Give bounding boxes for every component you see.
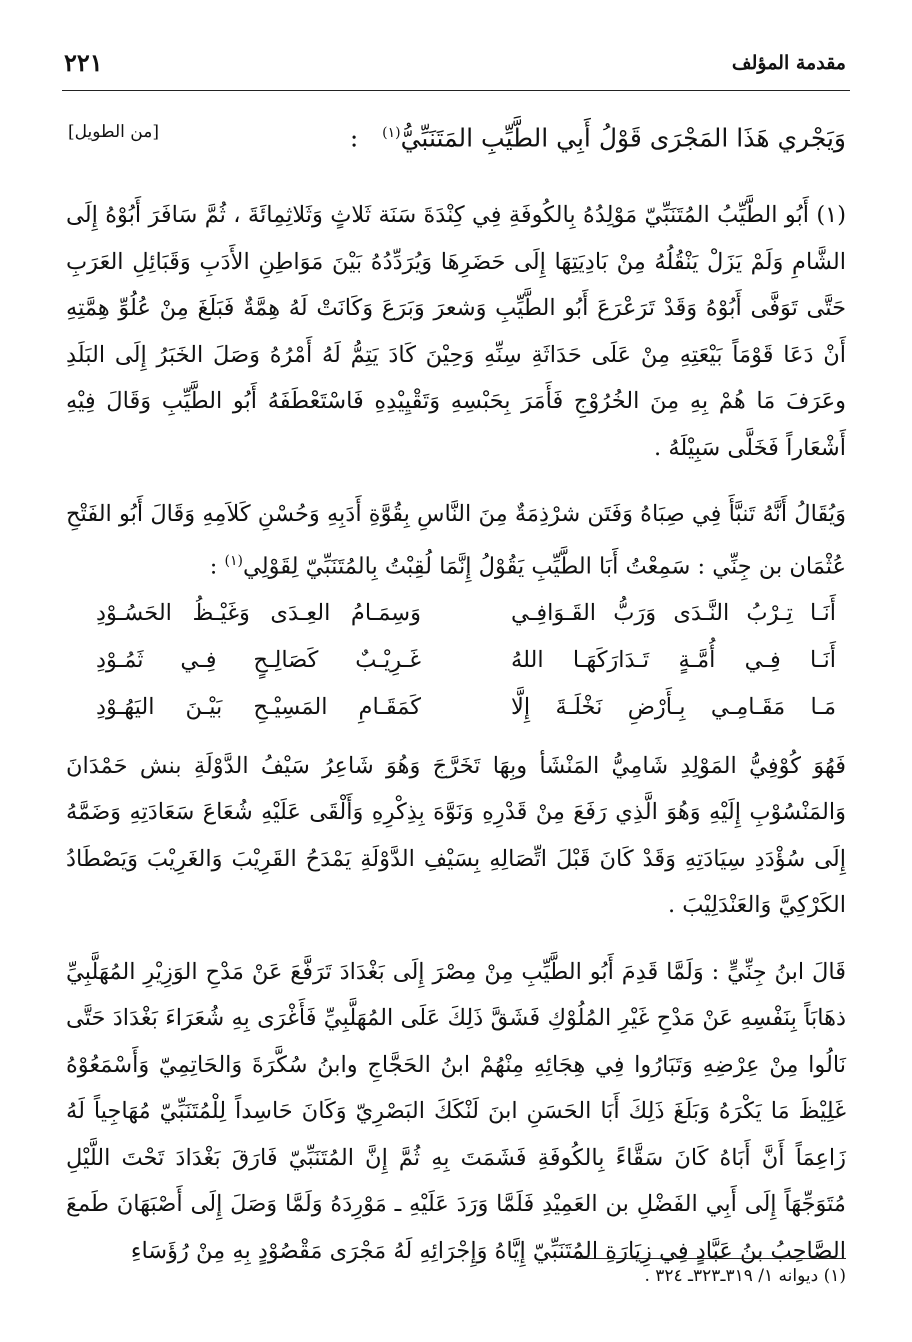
meter-label: [من الطويل] [68, 122, 159, 142]
verse-first-hemistich: أَنَـا تِـرْبُ النَّـدَى وَرَبُّ القَـوَافِـي [511, 599, 836, 626]
intro-text: وَيَجْري هَذَا المَجْرَى قَوْلُ أَبِي الطَّيِّبِ المَتَنَبِّيُّ [400, 123, 846, 153]
paragraph-2-text: وَيُقَالُ أَنَّهُ تَنبَّأَ فِي صِبَاهُ وَفَتَن شرْذِمَةٌ مِنَ النَّاسِ بِقُوَّةِ أَدَبِهِ وَحُسْنِ كَلاَمِهِ وَقَالَ أَبُو الفَتْحِ عُثْمَان بن جِنِّي : سَمِعْتُ أَبَا الطَّيِّبِ يَقُوْلُ إِنَّمَا لُقِبْتُ بِالمُتَنَبِّيّ لِقَوْلِي [66, 501, 846, 579]
verse-second-hemistich: وَسِمَـامُ العِـدَى وَغَيْـظُ الحَسُـوْدِ [96, 599, 421, 626]
footnote-ref: (١) [382, 125, 401, 141]
verse-second-hemistich: غَـرِيْـبٌ كَصَالِـحٍ فِـي ثَمُـوْدِ [96, 646, 421, 673]
verse-second-hemistich: كَمَقَـامِ المَسِيْـحِ بَيْـنَ اليَهُـوْدِ [96, 693, 421, 720]
intro-line [306, 113, 846, 158]
footnote: (١) ديوانه ١/ ٣١٩ـ٣٢٣ـ ٣٢٤ . [644, 1266, 846, 1286]
verse-first-hemistich: مَـا مَقَـامِـي بِـأَرْضِ نَخْلَـةَ إِلَّا [511, 693, 836, 720]
paragraph-2 [66, 491, 846, 590]
body-text [66, 192, 846, 1294]
paragraph-4: قَالَ ابنُ جِنِّيٍّ : وَلَمَّا قَدِمَ أَبُو الطَّيِّبِ مِنْ مِصْرَ إِلَى بَغْدَادَ تَرَفَّعَ عَنْ مَدْحِ الوَزِيْرِ المُهَلَّبِيِّ ذهَابَاً بِنَفْسِهِ عَنْ مَدْحِ غَيْرِ المُلُوْكِ فَشَقَّ ذَلِكَ عَلَى المُهَلَّبِيِّ فَأَغْرَى بِهِ شُعَرَاءَ بَغْدَادَ حَتَّى نَالُوا مِنْ عِرْضِهِ وَتَبَارُوا فِي هِجَائِهِ مِنْهُمْ ابنُ الحَجَّاجِ وابنُ سُكَّرَةَ وَالحَاتِمِيّ وَأَسْمَعُوْهُ غَلِيْظَ مَا يَكْرَهُ وَبَلَغَ ذَلِكَ أَبَا الحَسَنِ ابنَ لَنْكَكَ البَصْرِيّ وَكَانَ حَاسِداً لِلْمُتَنَبِّيّ مُهَاجِياً لَهُ زَاعِمَاً أَنَّ أَبَاهُ كَانَ سَقَّاءً بِالكُوفَةِ فَشَمَتَ بِهِ ثُمَّ إِنَّ المُتَنَبِّيّ فَارَقَ بَغْدَادَ تَحْتَ اللَّيْلِ مُتَوَجِّهَاً إِلَى أَبِي الفَضْلِ بن العَمِيْدِ فَلَمَّا وَرَدَ عَلَيْهِ ـ مَوْرِدَهُ وَلَمَّا وَصَلَ إِلَى أَصْبَهَانَ طَمعَ الصَّاحِبُ بنُ عَبَّادٍ فِي زِيَارَةِ المُتَنَبِّيّ إِيَّاهُ وَإِجْرَائِهِ لَهُ مَجْرَى مَقْصُوْدٍ بِهِ مِنْ رُؤَسَاءِ [66, 958, 846, 1264]
paragraph-3: فَهُوَ كُوْفِيُّ المَوْلِدِ شَامِيُّ المَنْشَأ وبِهَا تَخَرَّجَ وَهُوَ شَاعِرُ سَيْفُ الدَّوْلَةِ بنش حَمْدَانَ وَالمَنْسُوْبِ إِلَيْهِ وَهُوَ الَّذِي رَفَعَ مِنْ قَدْرِهِ وَنَوَّهَ بِذِكْرِهِ وَأَلْقَى عَلَيْهِ شُعَاعَ سَعَادَتِهِ وَضَمَّهُ إِلَى سُؤْدَدِ سِيَادَتِهِ وَقَدْ كَانَ قَبْلَ اتِّصَالِهِ بِسَيْفِ الدَّوْلَةِ يَمْدَحُ القَرِيْبَ وَالغَرِيْبَ وَيَصْطَادُ الكَرْكِيَّ وَالعَنْدَلِيْبَ . [66, 752, 846, 918]
poem [66, 590, 846, 731]
footnote-rule [576, 1258, 846, 1259]
verse-line [66, 684, 846, 731]
verse-first-hemistich: أَنَـا فِـي أُمَّـةٍ تَـدَارَكَهَـا اللهُ [511, 646, 836, 673]
verse-line [66, 637, 846, 684]
paragraph-2-end: : [209, 553, 225, 579]
running-header-title: مقدمة المؤلف [731, 52, 846, 74]
verse-line [66, 590, 846, 637]
intro-colon: : [349, 123, 359, 153]
paragraph-1: (١) أَبُو الطَّيِّبُ المُتَنَبِّيّ مَوْلِدُهُ بِالكُوفَةِ فِي كِنْدَةَ سَنَة ثَلاثٍ وَثَلاثِمِائَةَ ، ثُمَّ سَافَرَ أَبُوْهُ إِلَى الشَّامِ وَلَمْ يَزَلْ يَنْقُلُهُ مِنْ بَادِيَتِهَا إِلَى حَضَرِهَا وَيُرَدِّدُهُ بَيْنَ مَوَاطِنِ الأَدَبِ وَقَبَائِلِ العَرَبِ حَتَّى تَوَفَّى أَبُوْهُ وَقَدْ تَرَعْرَعَ أَبُو الطَّيِّبِ وَشعرَ وَبَرَعَ وَكَانَتْ لَهُ هِمَّةٌ فَبَلَغَ مِنْ عُلُوِّ هِمَّتِهِ أَنْ دَعَا قَوْمَاً بَيْعَتِهِ مِنْ عَلَى حَدَاثَةِ سِنِّهِ وَحِيْنَ كَادَ يَتِمُّ لَهُ أَمْرُهُ وَصَلَ الخَبَرُ إِلَى البَلَدِ وعَرَفَ مَا هُمْ بِهِ مِنَ الخُرُوْجِ فَأَمَرَ بِحَبْسِهِ وَتَقْيِيْدِهِ فَاسْتَعْطَفَهُ أَبُو الطَّيِّبِ وَقَالَ فِيْهِ أَشْعَاراً فَخَلَّى سَبِيْلَهُ . [66, 202, 846, 461]
page-number: ٢٢١ [64, 48, 103, 77]
footnote-ref: (١) [224, 552, 243, 569]
header-rule [62, 90, 850, 91]
